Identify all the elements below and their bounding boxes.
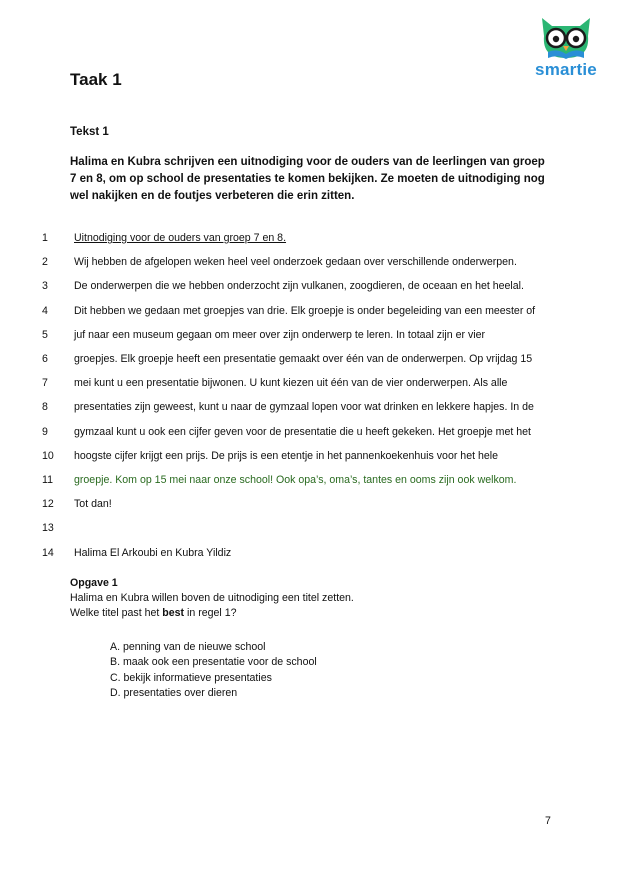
line-text: hoogste cijfer krijgt een prijs. De prijs is een etentje in het pannenkoekenhuis voor het hele xyxy=(74,449,499,462)
line-number: 9 xyxy=(42,425,48,438)
line-number: 5 xyxy=(42,328,48,341)
text-line xyxy=(38,299,558,323)
text-line xyxy=(38,468,558,492)
answer-option-a: A. penning van de nieuwe school xyxy=(110,641,266,653)
text-label: Tekst 1 xyxy=(70,126,109,138)
page-number: 7 xyxy=(545,815,551,827)
line-number: 2 xyxy=(42,256,48,269)
line-number: 1 xyxy=(42,232,48,245)
line-number: 7 xyxy=(42,377,48,390)
prompt-emphasis: best xyxy=(162,607,185,619)
text-line xyxy=(38,395,558,419)
answer-option-b: B. maak ook een presentatie voor de school xyxy=(110,656,317,669)
line-text: mei kunt u een presentatie bijwonen. U kunt kiezen uit één van de vier onderwerpen. Als alle xyxy=(74,377,508,390)
line-number: 13 xyxy=(42,522,54,535)
answer-option-c: C. bekijk informatieve presentaties xyxy=(110,671,272,684)
text-line xyxy=(38,323,558,347)
question-title: Opgave 1 xyxy=(70,577,118,589)
text-line xyxy=(38,540,558,564)
prompt-text: Welke titel past het xyxy=(70,607,163,619)
line-text: Dit hebben we gedaan met groepjes van drie. Elk groepje is onder begeleiding van een meester of xyxy=(74,304,536,317)
numbered-text xyxy=(38,226,558,565)
text-line xyxy=(38,226,558,250)
text-line xyxy=(38,371,558,395)
text-line xyxy=(38,250,558,274)
text-line xyxy=(38,420,558,444)
line-text: juf naar een museum gegaan om meer over zijn onderwerp te leren. In totaal zijn er vier xyxy=(74,328,486,341)
answer-options xyxy=(110,640,317,701)
text-line xyxy=(38,274,558,298)
line-number: 14 xyxy=(42,546,54,559)
question-prompt xyxy=(70,606,354,621)
line-number: 11 xyxy=(42,473,53,486)
intro-paragraph: Halima en Kubra schrijven een uitnodiging voor de ouders van de leerlingen van groep 7 en 8, om op school de presentaties te komen bekijken. Ze moeten de uitnodiging nog wel nakijken en de foutjes verbeteren die erin zitten. xyxy=(70,156,545,202)
text-line xyxy=(38,444,558,468)
question-block xyxy=(70,576,354,621)
answer-option-d: D. presentaties over dieren xyxy=(110,686,238,699)
prompt-text-end: in regel 1? xyxy=(184,607,237,619)
text-line xyxy=(38,347,558,371)
line-text: Halima El Arkoubi en Kubra Yildiz xyxy=(74,546,232,559)
line-text: Tot dan! xyxy=(74,498,112,511)
line-text: groepje. Kom op 15 mei naar onze school! Ook opa’s, oma’s, tantes en ooms zijn ook welkom. xyxy=(74,473,517,486)
line-number: 12 xyxy=(42,498,54,511)
page-title: Taak 1 xyxy=(70,70,122,89)
line-number: 6 xyxy=(42,353,48,366)
text-line xyxy=(38,492,558,516)
line-number: 8 xyxy=(42,401,48,414)
line-number: 3 xyxy=(42,280,48,293)
line-number: 4 xyxy=(42,304,48,317)
line-text: De onderwerpen die we hebben onderzocht zijn vulkanen, zoogdieren, de oceaan en het heelal. xyxy=(74,280,524,293)
line-text: gymzaal kunt u ook een cijfer geven voor de presentatie die u heeft gekeken. Het groepje met het xyxy=(74,425,531,438)
question-text: Halima en Kubra willen boven de uitnodiging een titel zetten. xyxy=(70,592,354,604)
line-number: 10 xyxy=(42,449,54,462)
line-text: groepjes. Elk groepje heeft een presentatie gemaakt over één van de onderwerpen. Op vrijdag 15 xyxy=(74,353,533,366)
line-text: Wij hebben de afgelopen weken heel veel onderzoek gedaan over verschillende onderwerpen. xyxy=(74,256,517,269)
text-line xyxy=(38,516,558,540)
line-text: presentaties zijn geweest, kunt u naar de gymzaal lopen voor wat drinken en lekkere hapjes. In de xyxy=(74,401,534,414)
line-text: Uitnodiging voor de ouders van groep 7 en 8. xyxy=(74,232,287,245)
logo-text: smartie xyxy=(535,60,597,79)
